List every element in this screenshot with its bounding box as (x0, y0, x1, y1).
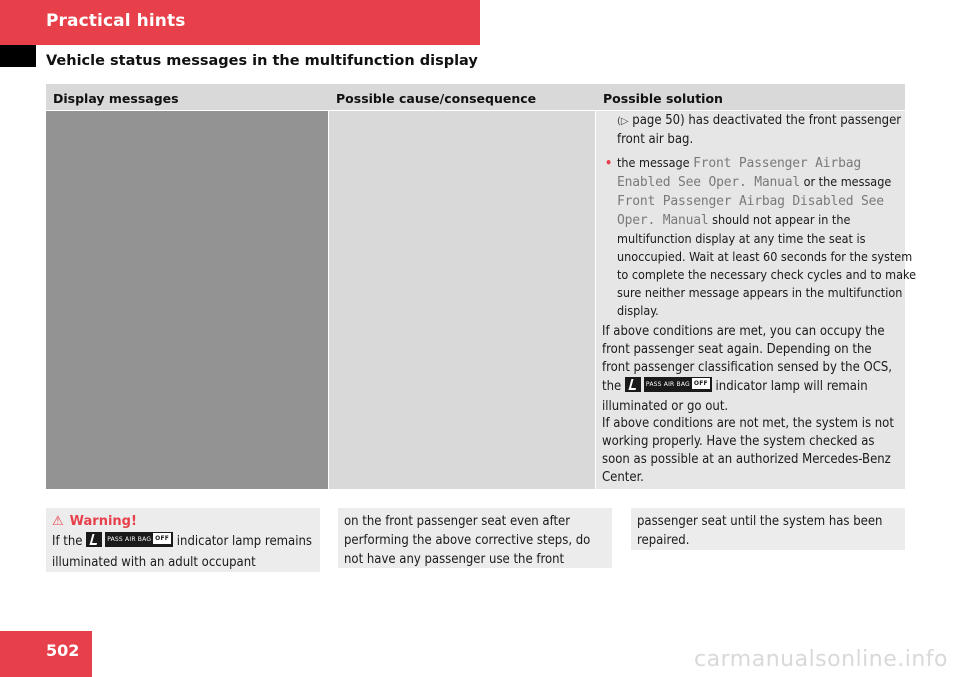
passenger-seat-icon (86, 532, 102, 547)
display-message-disabled: Front Passenger Airbag Disabled See Oper. Manual (617, 194, 884, 228)
solution-paragraph-1: (▷ page 50) has deactivated the front passenger front air bag. (617, 113, 902, 147)
page-reference-arrow: (▷ (617, 116, 629, 127)
col-header-possible-cause: Possible cause/consequence (336, 91, 537, 106)
vehicle-status-table (46, 84, 917, 489)
bullet-icon: • (605, 155, 613, 170)
warning-heading: ⚠ Warning! (52, 514, 137, 529)
table-header-row (46, 84, 905, 110)
warning-box-continued-2: passenger seat until the system has been repaired. (631, 508, 905, 550)
watermark: carmanualsonline.info (694, 647, 948, 672)
solution-paragraph-3: If above conditions are met, you can occupy the front passenger seat again. Depending on the front passenger classification sensed by the OCS, the PASS AIR BAG OFF indicator lamp will remain illuminated or go out. (602, 324, 893, 414)
page-number: 502 (46, 641, 80, 660)
warning-text: If the PASS AIR BAG OFF indicator lamp remains illuminated with an adult occupant (52, 534, 312, 570)
page-subtitle: Vehicle status messages in the multifunction display (46, 53, 478, 69)
possible-cause-cell (329, 111, 595, 489)
passenger-seat-icon (625, 377, 641, 392)
solution-paragraph-4: If above conditions are not met, the system is not working properly. Have the system checked as soon as possible at an authorized Mercedes-Benz Center. (602, 416, 894, 485)
black-tab-marker (0, 45, 36, 67)
section-title: Practical hints (46, 11, 186, 31)
col-header-possible-solution: Possible solution (603, 91, 723, 106)
warning-box (46, 508, 320, 572)
col-header-display-messages: Display messages (53, 91, 179, 106)
solution-bullet-item: • the message Front Passenger Airbag Enabled See Oper. Manual or the message Front Passenger Airbag Disabled See Oper. Manual should not appear in the multifunction display at any time the seat is unoccupied. Wait at least 60 seconds for the system to complete the necessary check cycles and to make sure neither message appears in the multifunction display. (605, 155, 917, 318)
warning-box-continued-1: on the front passenger seat even after performing the above corrective steps, do not have any passenger use the front (338, 508, 612, 568)
pass-air-bag-off-indicator-icon: PASS AIR BAG OFF (625, 377, 712, 398)
warning-triangle-icon: ⚠ (52, 514, 64, 529)
pass-air-bag-off-indicator-icon: PASS AIR BAG OFF (86, 532, 173, 553)
display-messages-cell (46, 111, 328, 489)
display-message-enabled: Front Passenger Airbag Enabled See Oper. Manual (617, 156, 861, 190)
